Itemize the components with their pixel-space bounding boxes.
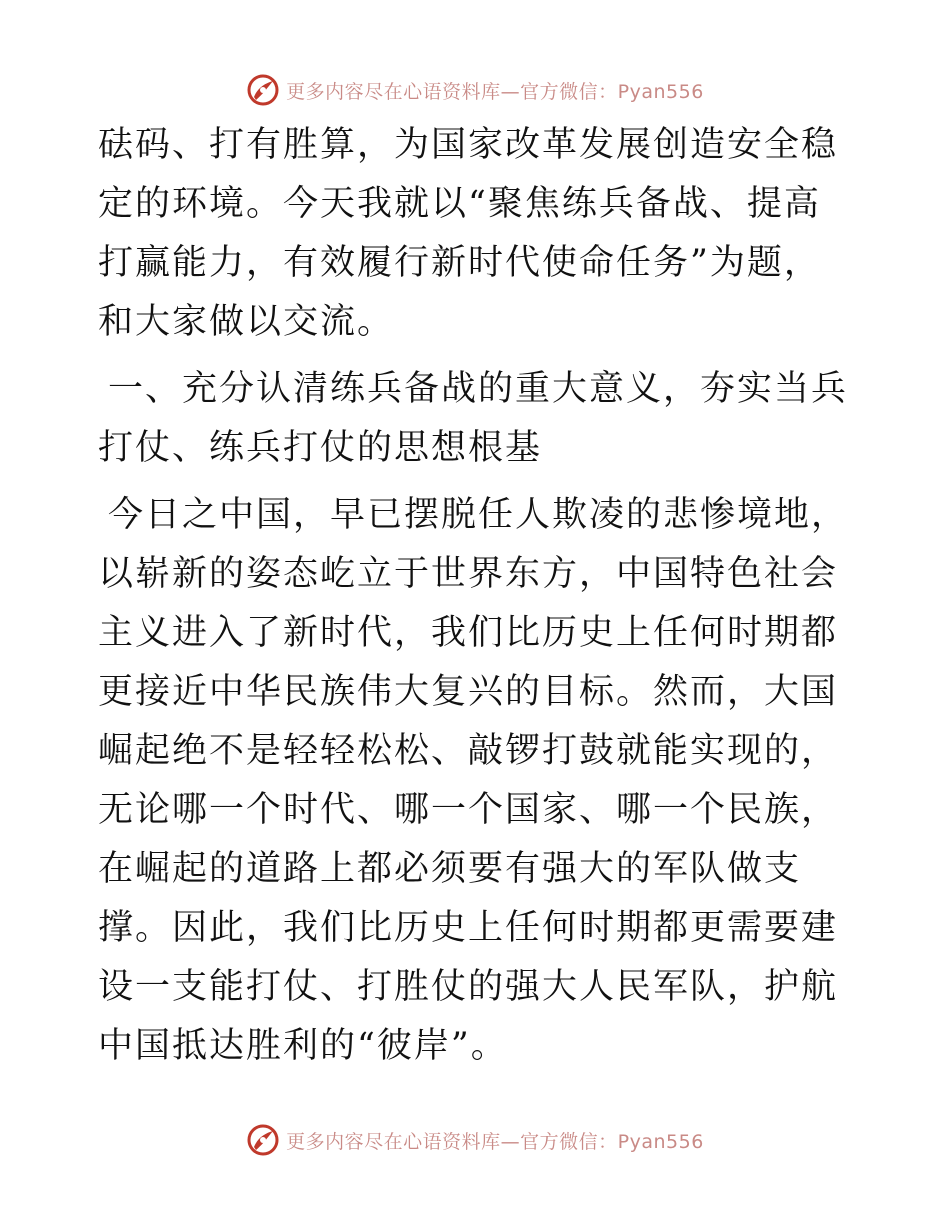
section-heading: 一、充分认清练兵备战的重大意义，夯实当兵打仗、练兵打仗的思想根基 [98, 369, 849, 468]
footer-banner [0, 1120, 950, 1160]
footer-banner-text: 更多内容尽在心语资料库—官方微信：Pyan556 [286, 1130, 704, 1153]
header-banner-text: 更多内容尽在心语资料库—官方微信：Pyan556 [286, 80, 704, 103]
logo-icon [246, 1123, 280, 1157]
paragraph-intro: 砝码、打有胜算，为国家改革发展创造安全稳定的环境。今天我就以“聚焦练兵备战、提高打赢能力，有效履行新时代使命任务”为题，和大家做以交流。 [98, 125, 839, 342]
paragraph-body: 今日之中国，早已摆脱任人欺凌的悲惨境地，以崭新的姿态屹立于世界东方，中国特色社会主义进入了新时代，我们比历史上任何时期都更接近中华民族伟大复兴的目标。然而，大国崛起绝不是轻轻松松、敲锣打鼓就能实现的，无论哪一个时代、哪一个国家、哪一个民族，在崛起的道路上都必须要有强大的军队做支撑。因此，我们比历史上任何时期都更需要建设一支能打仗、打胜仗的强大人民军队，护航中国抵达胜利的“彼岸”。 [98, 495, 849, 1066]
document-body [98, 116, 850, 1076]
header-banner [0, 70, 950, 110]
logo-icon [246, 73, 280, 107]
